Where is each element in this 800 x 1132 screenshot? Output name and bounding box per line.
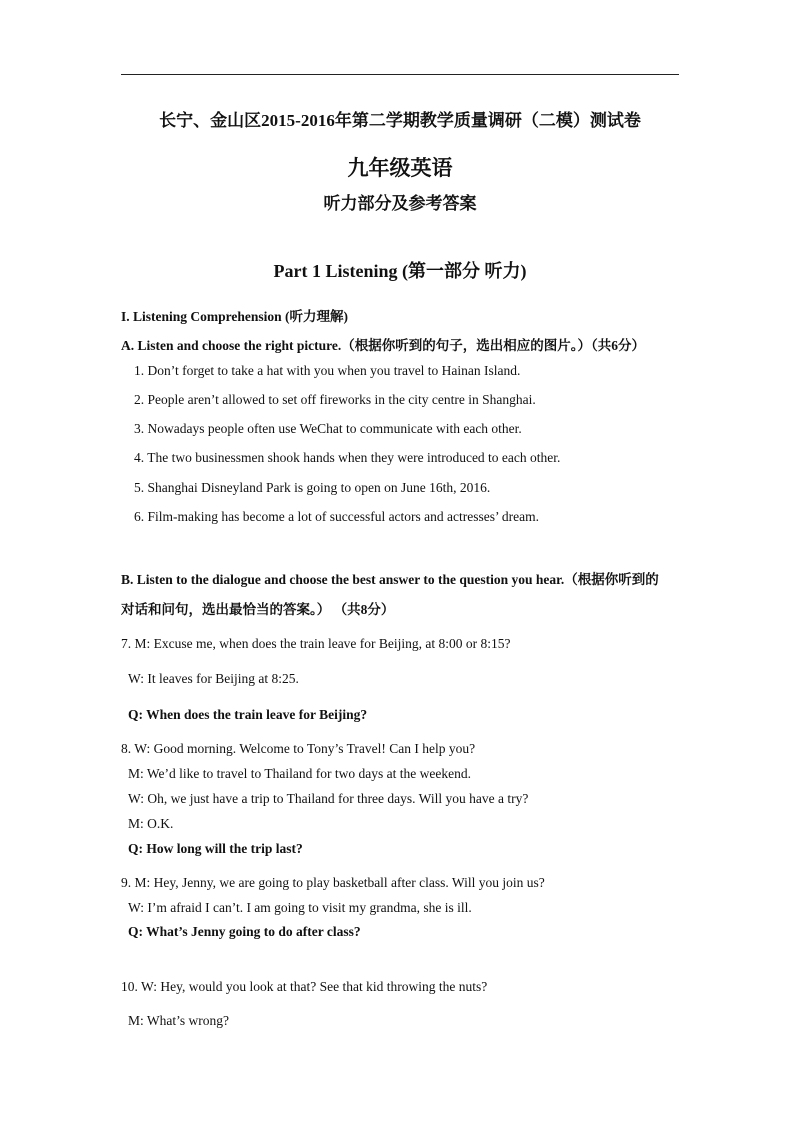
sentence-1: 1. Don’t forget to take a hat with you when you travel to Hainan Island. [134,363,521,378]
part-heading: Part 1 Listening (第一部分 听力) [273,261,527,281]
top-rule [121,74,679,75]
q8-line3: W: Oh, we just have a trip to Thailand for three days. Will you have a try? [128,791,529,806]
section-b-heading-line2: 对话和问句，选出最恰当的答案。） （共8分） [121,602,395,617]
q9-line2: W: I’m afraid I can’t. I am going to visit my grandma, she is ill. [128,900,472,915]
section-a-heading: A. Listen and choose the right picture.（根据你听到的句子，选出相应的图片。）（共6分） [121,338,646,353]
q8-line4: M: O.K. [128,816,174,831]
q8-line1: 8. W: Good morning. Welcome to Tony’s Travel! Can I help you? [121,741,476,756]
q8-question: Q: How long will the trip last? [128,841,303,856]
q9-line1: 9. M: Hey, Jenny, we are going to play basketball after class. Will you join us? [121,875,545,890]
sentence-3: 3. Nowadays people often use WeChat to communicate with each other. [134,421,522,436]
exam-title: 长宁、金山区2015-2016年第二学期教学质量调研（二模）测试卷 [159,111,641,130]
section-b-heading-line1: B. Listen to the dialogue and choose the best answer to the question you hear.（根据你听到的 [121,572,659,587]
section-i-heading: I. Listening Comprehension (听力理解) [121,309,349,324]
q7-line2: W: It leaves for Beijing at 8:25. [128,671,299,686]
sentence-5: 5. Shanghai Disneyland Park is going to open on June 16th, 2016. [134,480,491,495]
q10-line1: 10. W: Hey, would you look at that? See that kid throwing the nuts? [121,979,488,994]
subtitle: 听力部分及参考答案 [323,194,477,213]
q7-line1: 7. M: Excuse me, when does the train leave for Beijing, at 8:00 or 8:15? [121,636,511,651]
sentence-2: 2. People aren’t allowed to set off fireworks in the city centre in Shanghai. [134,392,536,407]
q9-question: Q: What’s Jenny going to do after class? [128,924,361,939]
q10-line2: M: What’s wrong? [128,1013,229,1028]
q7-question: Q: When does the train leave for Beijing? [128,707,368,722]
sentence-4: 4. The two businessmen shook hands when they were introduced to each other. [134,450,561,465]
q8-line2: M: We’d like to travel to Thailand for two days at the weekend. [128,766,471,781]
subject-title: 九年级英语 [347,156,453,180]
sentence-6: 6. Film-making has become a lot of successful actors and actresses’ dream. [134,509,539,524]
